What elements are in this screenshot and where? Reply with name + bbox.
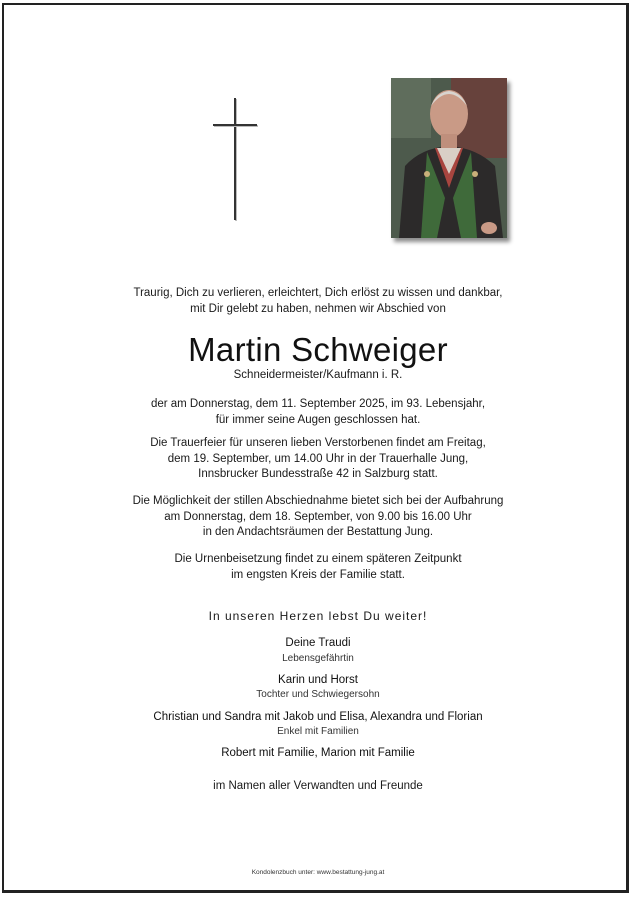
- paragraph-line: Die Möglichkeit der stillen Abschiednahme bietet sich bei der Aufbahrung: [132, 495, 504, 507]
- mourner-relation: Enkel mit Familien: [277, 726, 359, 737]
- closing-text: im Namen aller Verwandten und Freunde: [213, 780, 423, 792]
- cross-icon: [213, 98, 259, 220]
- paragraph-line: im engsten Kreis der Familie statt.: [231, 568, 405, 581]
- paragraph-line: Die Urnenbeisetzung findet zu einem späteren Zeitpunkt: [174, 553, 462, 565]
- paragraph-line: in den Andachtsräumen der Bestattung Jung.: [202, 526, 434, 538]
- intro-line: mit Dir gelebt zu haben, nehmen wir Abschied von: [190, 303, 446, 315]
- portrait-photo: [391, 78, 507, 238]
- deceased-name: Martin Schweiger: [188, 331, 448, 368]
- paragraph-line: Innsbrucker Bundesstraße 42 in Salzburg statt.: [198, 468, 438, 480]
- mourner-name: Robert mit Familie, Marion mit Familie: [221, 747, 415, 759]
- mourner-relation: Lebensgefährtin: [282, 653, 354, 664]
- motto: In unseren Herzen lebst Du weiter!: [208, 609, 428, 623]
- paragraph: [0, 494, 636, 541]
- paragraph-line: der am Donnerstag, dem 11. September 2025, im 93. Lebensjahr,: [150, 398, 486, 410]
- mourner-name: Christian und Sandra mit Jakob und Elisa, Alexandra und Florian: [153, 711, 483, 723]
- paragraph: [0, 552, 636, 583]
- intro-line: Traurig, Dich zu verlieren, erleichtert, Dich erlöst zu wissen und dankbar,: [133, 287, 503, 299]
- paragraph-line: am Donnerstag, dem 18. September, von 9.00 bis 16.00 Uhr: [164, 510, 472, 523]
- paragraph-line: für immer seine Augen geschlossen hat.: [215, 413, 421, 426]
- paragraph-line: dem 19. September, um 14.00 Uhr in der Trauerhalle Jung,: [167, 452, 469, 465]
- footer-condolence-link: Kondolenzbuch unter: www.bestattung-jung.at: [251, 869, 385, 876]
- deceased-title: Schneidermeister/Kaufmann i. R.: [233, 369, 403, 381]
- paragraph: [0, 397, 636, 428]
- paragraph: [0, 436, 636, 483]
- mourner-relation: Tochter und Schwiegersohn: [256, 689, 380, 700]
- mourner-name: Deine Traudi: [285, 637, 351, 649]
- mourner-name: Karin und Horst: [278, 674, 358, 686]
- intro-text: [0, 285, 636, 317]
- paragraph-line: Die Trauerfeier für unseren lieben Verstorbenen findet am Freitag,: [150, 437, 486, 449]
